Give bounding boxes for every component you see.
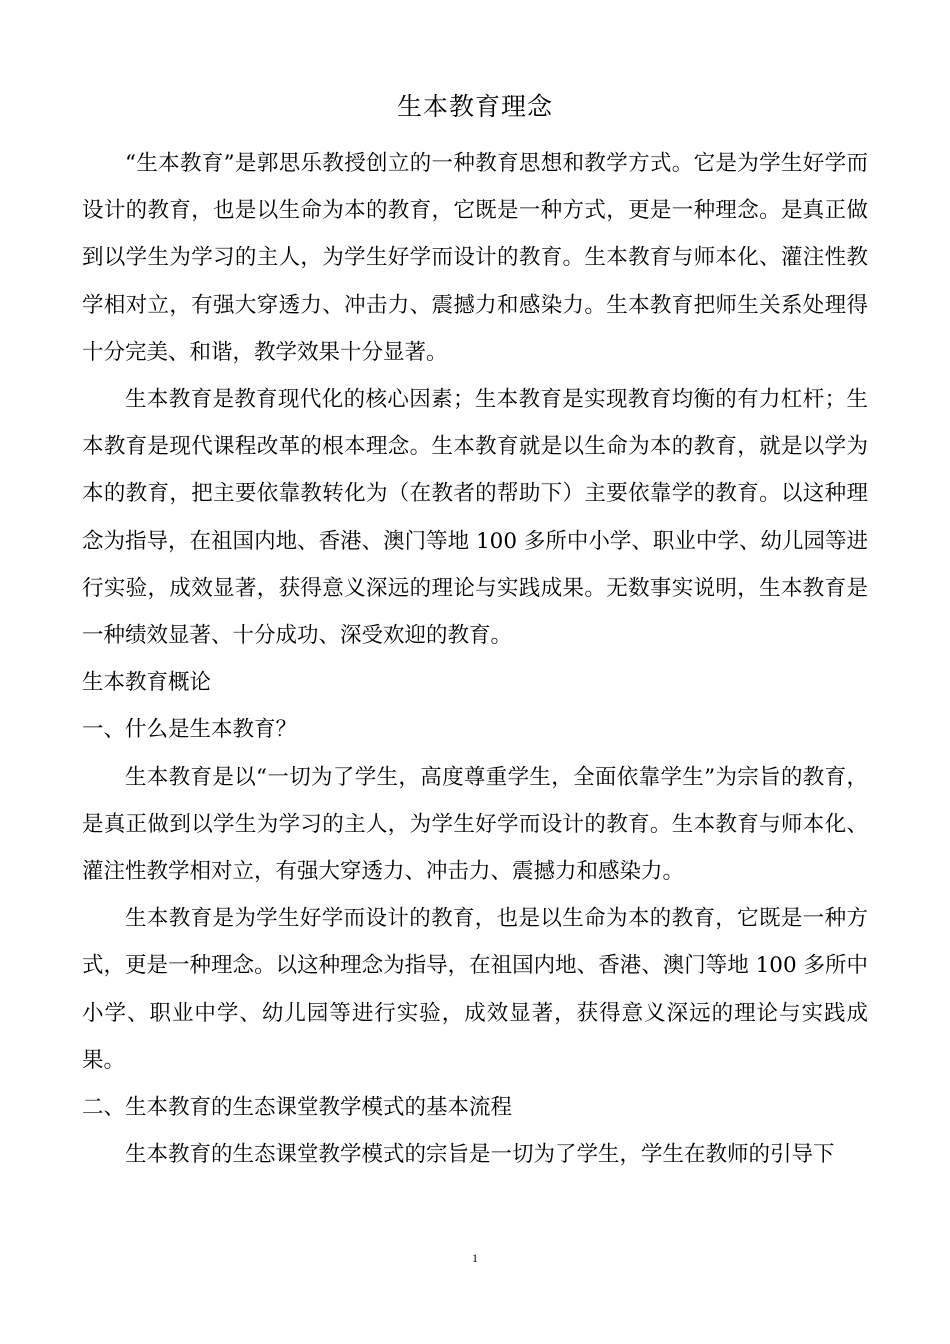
section-heading-process: 二、生本教育的生态课堂教学模式的基本流程	[82, 1095, 513, 1121]
document-body	[82, 140, 868, 1178]
intro-paragraph: “生本教育”是郭思乐教授创立的一种教育思想和教学方式。它是为学生好学而设计的教育，也是以生命为本的教育，它既是一种方式，更是一种理念。是真正做到以学生为学习的主人，为学生好学而设计的教育。生本教育与师本化、灌注性教学相对立，有强大穿透力、冲击力、震撼力和感染力。生本教育把师生关系处理得十分完美、和谐，教学效果十分显著。	[82, 151, 868, 365]
process-paragraph: 生本教育的生态课堂教学模式的宗旨是一切为了学生，学生在教师的引导下	[125, 1142, 835, 1168]
section-heading-what-is: 一、什么是生本教育？	[82, 717, 298, 743]
practice-paragraph: 生本教育是为学生好学而设计的教育，也是以生命为本的教育，它既是一种方式，更是一种理念。以这种理念为指导，在祖国内地、香港、澳门等地 100 多所中小学、职业中学、幼儿园等进行实验，成效显著，获得意义深远的理论与实践成果。	[82, 906, 868, 1073]
document-title: 生本教育理念	[396, 92, 553, 121]
core-concept-paragraph: 生本教育是教育现代化的核心因素；生本教育是实现教育均衡的有力杠杆；生本教育是现代课程改革的根本理念。生本教育就是以生命为本的教育，就是以学为本的教育，把主要依靠教转化为（在教者的帮助下）主要依靠学的教育。以这种理念为指导，在祖国内地、香港、澳门等地 100 多所中小学、职业中学、幼儿园等进行实验，成效显著，获得意义深远的理论与实践成果。无数事实说明，生本教育是一种绩效显著、十分成功、深受欢迎的教育。	[82, 387, 868, 649]
section-heading-overview: 生本教育概论	[82, 670, 212, 696]
definition-paragraph: 生本教育是以“一切为了学生，高度尊重学生，全面依靠学生”为宗旨的教育，是真正做到以学生为学习的主人，为学生好学而设计的教育。生本教育与师本化、灌注性教学相对立，有强大穿透力、冲击力、震撼力和感染力。	[82, 764, 868, 885]
page-number: 1	[472, 1251, 478, 1265]
